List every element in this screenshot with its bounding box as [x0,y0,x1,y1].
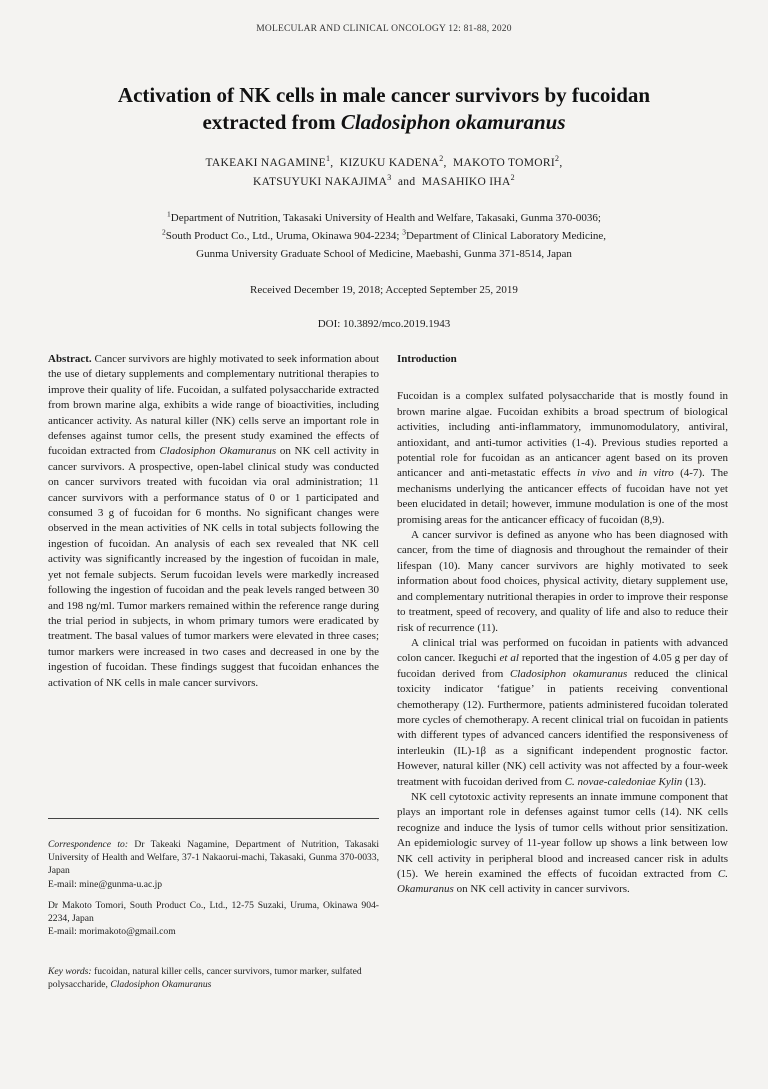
affiliation-text: Department of Nutrition, Takasaki University of Health and Welfare, Takasaki, Gunma 370-0036; [170,212,601,224]
introduction [397,352,728,898]
author-affil-mark: 2 [439,154,444,164]
title-line-1: Activation of NK cells in male cancer survivors by fucoidan [117,83,651,107]
keywords-species: Cladosiphon Okamuranus [110,979,212,991]
keywords [48,965,379,991]
author-list: TAKEAKI NAGAMINE$^1$, KIZUKU KADENA$^2$, MAKOTO TOMORI$^2$, KATSUYUKI NAKAJIMA$^3$ and MASAHIKO IHA$^2$ [205,154,563,188]
author-affil-mark: 1 [325,154,331,164]
affiliations [90,209,678,263]
correspondence-1 [48,838,379,891]
intro-text: reduced the clinical toxicity indicator ‘fatigue’ in patients receiving conventional chemotherapy (12). Furthermore, patients administered fucoidan tolerated more cycles of chemotherapy. A recent clinical trial on fucoidan in patients with different types of advanced cancers identified the responsiveness of interleukin (IL)-1β as a significant independent prognostic factor. However, natural killer (NK) cell activity was not affected by a four-week treatment with fucoidan derived from [397,667,728,788]
correspondence-text: Dr Takeaki Nagamine, Department of Nutrition, Takasaki University of Health and Welfare, 37-1 Nakaorui-machi, Takasaki, Gunma 370-0033, Japan [48,839,379,877]
author-name: MASAHIKO IHA [421,176,511,188]
correspondence [48,838,379,946]
intro-paragraph-2: A cancer survivor is defined as anyone who has been diagnosed with cancer, from the time of diagnosis and throughout the remainder of their lifespan (10). Many cancer survivors are highly motivated to seek information about food choices, physical activity, dietary supplement use, and complementary nutritional therapies in order to improve their response to treatment, speed of recovery, and quality of life and also to reduce their risk of recurrence (11). [397,529,728,634]
abstract-species: Cladosiphon Okamuranus [159,445,277,458]
received-dates: Received December 19, 2018; Accepted September 25, 2019 [250,284,518,296]
author-name: KIZUKU KADENA [339,157,440,169]
intro-text: (13). [682,775,707,788]
intro-paragraph-1 [397,389,728,528]
author-name: TAKEAKI NAGAMINE [205,157,326,169]
intro-text: (4-7). The mechanisms underlying the anticancer effects of fucoidan have not yet been elucidated in detail; however, immune modulation is one of the most promising areas for the anticancer efficacy of fucoidan (8,9). [397,467,728,526]
intro-italic: et al [499,652,519,665]
abstract [48,352,379,691]
author-name: KATSUYUKI NAKAJIMA [253,176,388,188]
affil-mark: 2 [161,227,166,237]
introduction-heading: Introduction [397,353,457,365]
author-affil-mark: 3 [387,173,392,183]
intro-text: reported that the ingestion of 4.05 g per day of fucoidan derived from [397,652,729,680]
affil-mark: 1 [167,209,171,219]
title-species: Cladosiphon okamuranus [340,110,566,134]
keywords-label: Key words: [48,966,92,977]
intro-text: on NK cell activity in cancer survivors. [453,883,630,896]
intro-text: and [610,467,639,480]
title-line-2-prefix: extracted from [202,110,341,134]
correspondence-label: Correspondence to: [48,839,129,850]
author-conjunction: and [397,176,416,188]
affil-mark: 3 [402,227,406,237]
intro-italic: Cladosiphon okamuranus [509,667,628,680]
affiliation-text: Gunma University Graduate School of Medicine, Maebashi, Gunma 371-8514, Japan [196,248,572,260]
affiliation-text: Department of Clinical Laboratory Medicine, [405,230,607,242]
intro-italic: C. Okamuranus [397,868,728,896]
intro-text: A clinical trial was performed on fucoidan in patients with advanced colon cancer. Ikeguchi [397,636,728,665]
author-affil-mark: 2 [510,173,515,183]
abstract-label: Abstract. [48,353,92,365]
intro-paragraph-3 [397,636,728,790]
intro-italic: in vitro [638,467,674,480]
author-name: MAKOTO TOMORI [453,157,556,169]
affiliation-text: South Product Co., Ltd., Uruma, Okinawa 904-2234; [165,230,403,242]
correspondence-2 [48,899,379,939]
keywords-text: fucoidan, natural killer cells, cancer survivors, tumor marker, sulfated polysaccharide, [48,966,362,991]
intro-paragraph-4 [397,790,728,898]
intro-italic: in vivo [577,467,611,480]
doi: DOI: 10.3892/mco.2019.1943 [317,318,451,330]
intro-text: NK cell cytotoxic activity represents an innate immune component that plays an important role in defenses against tumor cells (14). NK cells recognize and induce the lysis of tumor cells without prior sensitization. An epidemiologic survey of 11-year follow up shows a link between low NK cell activity in peripheral blood and increased cancer risk in adults (15). We herein examined the effects of fucoidan extracted from [397,790,728,880]
author-affil-mark: 2 [555,154,560,164]
correspondence-text: Dr Makoto Tomori, South Product Co., Ltd., 12-75 Suzaki, Uruma, Okinawa 904-2234, Japan [48,899,379,925]
intro-italic: C. novae-caledoniae Kylin [564,775,683,788]
abstract-text: Cancer survivors are highly motivated to seek information about the use of dietary supplements and complementary nutritional therapies to improve their quality of life. Fucoidan, a sulfated polysaccharide extracted from brown marine alga, exhibits a wide range of bioactivities, including anticancer activity. As natural killer (NK) cells serve an important role in defenses against tumor cells, the present study examined the effects of fucoidan extracted from [48,353,379,458]
abstract-text: on NK cell activity in cancer survivors. A prospective, open-label clinical study was conducted on cancer survivors treated with fucoidan via oral administration; 11 cancer survivors with a performance status of 0 or 1 participated and consumed 3 g of fucoidan for 6 months. No significant changes were observed in the mean activities of NK cells in total subjects following the ingestion of fucoidan. An analysis of each sex revealed that NK cell activity was significantly increased by the ingestion of fucoidan in male, yet not female subjects. Serum fucoidan levels were markedly increased following the ingestion of fucoidan and the peak levels ranged between 30 and 198 ng/ml. Tumor markers remained within the reference range during the trial period in subjects, in whom primary tumors were eradicated by treatment. The basal values of tumor markers were elevated in three cases; tumor markers were increased in two cases and decreased in one by the ingestion of fucoidan. These findings suggest that fucoidan enhances the activation of NK cells in male cancer survivors. [48,445,380,689]
running-head: MOLECULAR AND CLINICAL ONCOLOGY 12: 81-88, 2020 [256,24,512,34]
correspondence-email: E-mail: morimakoto@gmail.com [48,926,176,938]
footnote-divider [48,818,379,819]
article-title [60,82,708,136]
correspondence-email: E-mail: mine@gunma-u.ac.jp [48,878,163,890]
intro-text: Fucoidan is a complex sulfated polysaccharide that is mostly found in brown marine algae. Fucoidan exhibits a broad spectrum of biological activities, including anti-inflammatory, immunomodulatory, antiviral, antioxidant, and anti-tumor activities (1-4). Previous studies reported a potential role for fucoidan as an anticancer agent based on its proven anticancer and anti-metastatic effects [397,390,728,480]
